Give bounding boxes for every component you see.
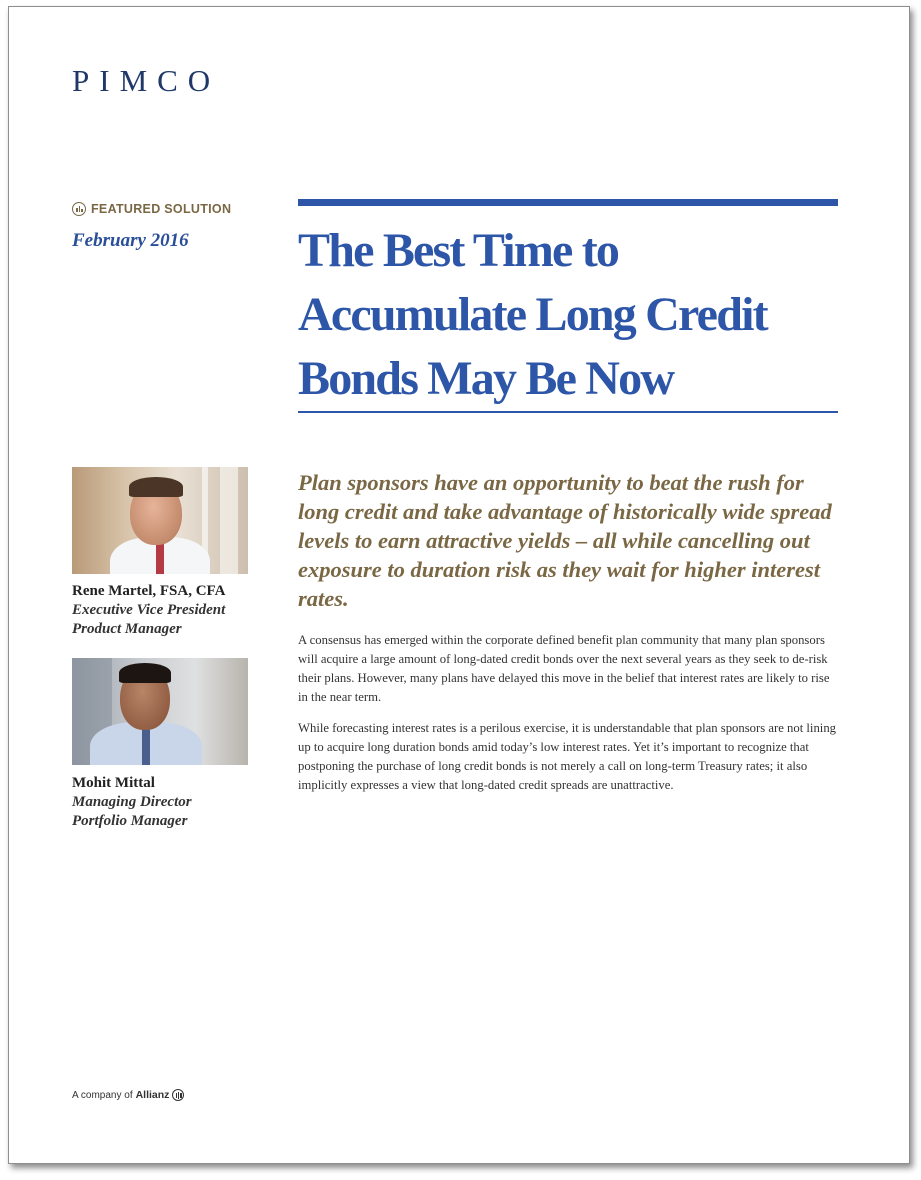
featured-solution-text: FEATURED SOLUTION — [91, 202, 232, 216]
footer-allianz — [72, 1089, 184, 1101]
footer-prefix: A company of — [72, 1089, 133, 1101]
pimco-logo: PIMCO — [72, 63, 221, 98]
footer-brand: Allianz — [135, 1089, 170, 1101]
title-line: The Best Time to — [298, 224, 619, 277]
author-role: Product Manager — [72, 621, 182, 637]
bar-chart-circle-icon — [72, 202, 86, 216]
author-title: Managing Director — [72, 794, 192, 810]
author-mohit-mittal — [72, 774, 192, 831]
title-bottom-rule — [298, 411, 838, 413]
author-name: Rene Martel, FSA, CFA — [72, 583, 226, 599]
featured-solution-label — [72, 202, 231, 216]
title-top-rule — [298, 199, 838, 206]
author-role: Portfolio Manager — [72, 813, 188, 829]
author-name: Mohit Mittal — [72, 775, 155, 791]
allianz-logo-icon — [172, 1089, 184, 1101]
author-title: Executive Vice President — [72, 602, 226, 618]
title-line: Bonds May Be Now — [298, 352, 674, 405]
author-photo-rene-martel — [72, 467, 248, 574]
publication-date: February 2016 — [72, 230, 189, 251]
body-paragraph: A consensus has emerged within the corporate defined benefit plan community that many plan sponsors will acquire a large amount of long-dated credit bonds over the next several years as they seek to de-risk their plans. However, many plans have delayed this move in the belief that interest rates are likely to rise in the near term. — [298, 633, 830, 704]
document-title — [298, 219, 858, 411]
title-line: Accumulate Long Credit — [298, 288, 767, 341]
document-page — [8, 6, 910, 1164]
body-paragraph: While forecasting interest rates is a perilous exercise, it is understandable that plan sponsors are not lining up to acquire long duration bonds amid today’s low interest rates. Yet it’s important to recognize that postponing the purchase of long credit bonds is not merely a call on long-term Treasury rates; it also implicitly expresses a view that long-dated credit spreads are unattractive. — [298, 721, 837, 792]
author-rene-martel — [72, 582, 225, 639]
author-photo-mohit-mittal — [72, 658, 248, 765]
lead-summary: Plan sponsors have an opportunity to beat the rush for long credit and take advantage of historically wide spread levels to earn attractive yields – all while cancelling out exposure to duration risk as they wait for higher interest rates. — [298, 470, 832, 611]
